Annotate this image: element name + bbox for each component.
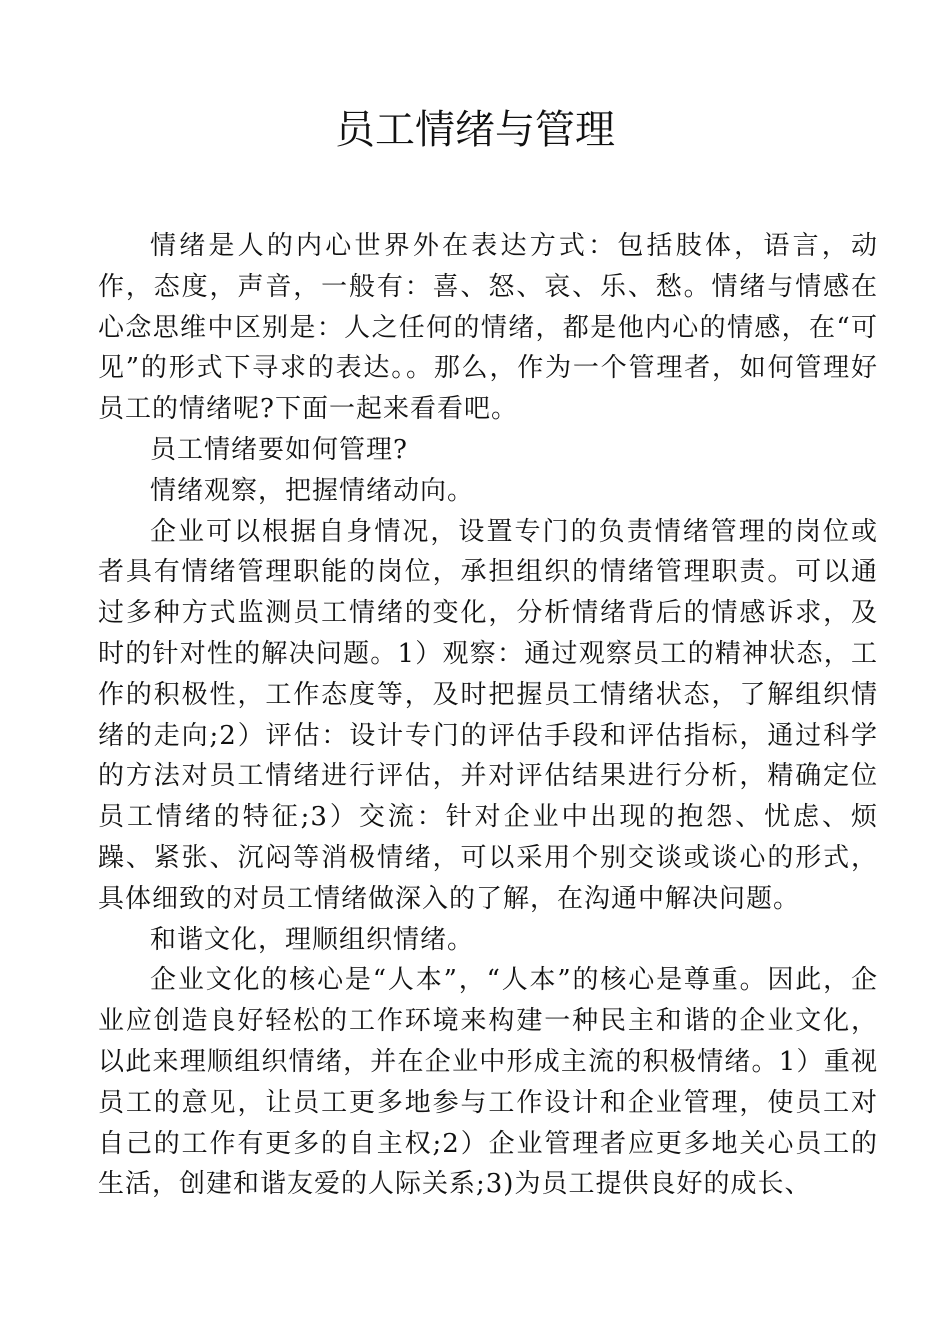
paragraph-heading-culture: 和谐文化，理顺组织情绪。 bbox=[150, 924, 475, 955]
paragraph-culture: 企业文化的核心是“人本”，“人本”的核心是尊重。因此，企业应创造良好轻松的工作环境来构建一种民主和谐的企业文化，以此来理顺组织情绪，并在企业中形成主流的积极情绪。1）重视员工的意见，让员工更多地参与工作设计和企业管理，使员工对自己的工作有更多的自主权;2）企业管理者应更多地关心员工的生活，创建和谐友爱的人际关系;3)为员工提供良好的成长、 bbox=[98, 965, 878, 1200]
paragraph-heading-observation: 情绪观察，把握情绪动向。 bbox=[150, 475, 475, 506]
document-title: 员工情绪与管理 bbox=[335, 107, 615, 153]
paragraph-observation: 企业可以根据自身情况，设置专门的负责情绪管理的岗位或者具有情绪管理职能的岗位，承担组织的情绪管理职责。可以通过多种方式监测员工情绪的变化，分析情绪背后的情感诉求，及时的针对性的解决问题。1）观察：通过观察员工的精神状态，工作的积极性，工作态度等，及时把握员工情绪状态，了解组织情绪的走向;2）评估：设计专门的评估手段和评估指标，通过科学的方法对员工情绪进行评估，并对评估结果进行分析，精确定位员工情绪的特征;3）交流：针对企业中出现的抱怨、忧虑、烦躁、紧张、沉闷等消极情绪，可以采用个别交谈或谈心的形式，具体细致的对员工情绪做深入的了解，在沟通中解决问题。 bbox=[98, 516, 878, 914]
paragraph-question: 员工情绪要如何管理? bbox=[150, 434, 408, 465]
paragraph-intro: 情绪是人的内心世界外在表达方式：包括肢体，语言，动作，态度，声音，一般有：喜、怒、哀、乐、愁。情绪与情感在心念思维中区别是：人之任何的情绪，都是他内心的情感，在“可见”的形式下寻求的表达。。那么，作为一个管理者，如何管理好员工的情绪呢?下面一起来看看吧。 bbox=[98, 231, 878, 425]
document-body bbox=[98, 226, 878, 1205]
